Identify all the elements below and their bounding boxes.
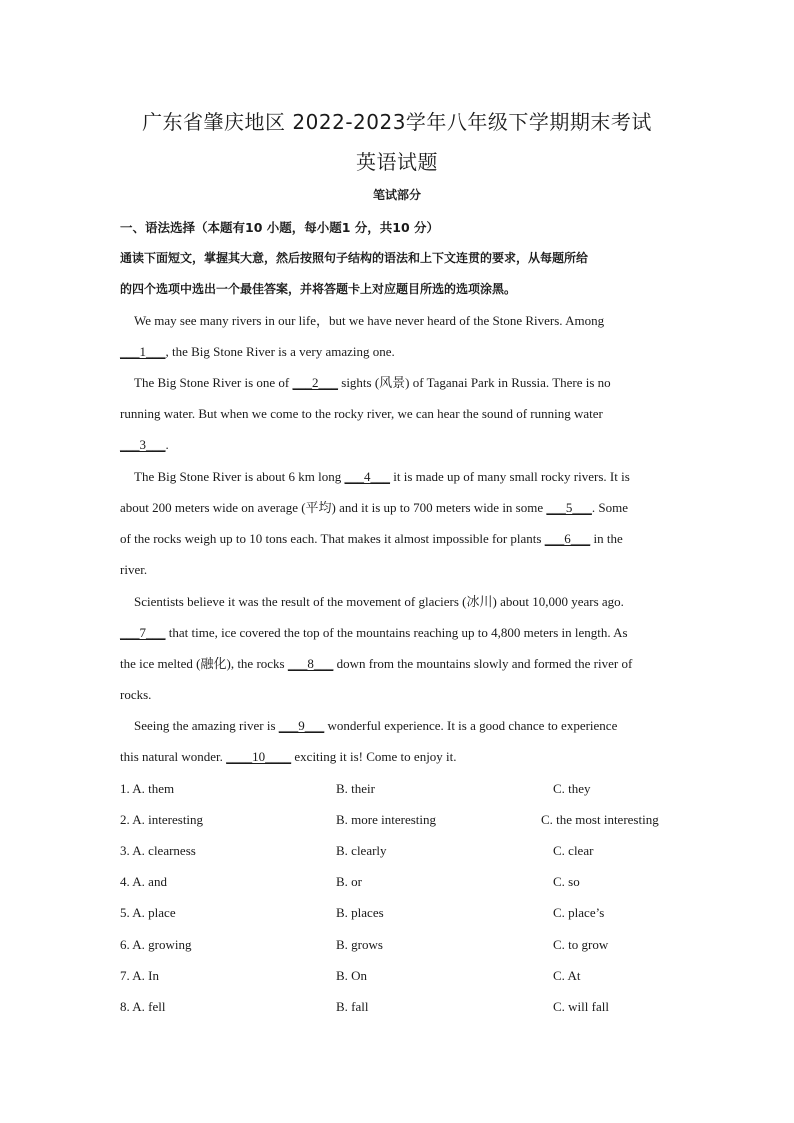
passage-text: exciting it is! Come to enjoy it. [291,749,457,764]
passage-line [120,437,676,453]
passage-text: Seeing the amazing river is [134,718,279,733]
passage-line [120,406,676,422]
option-b: B. clearly [336,843,387,858]
passage-text: the ice melted (融化), the rocks [120,656,288,671]
passage-text: The Big Stone River is one of [134,375,293,390]
option-a: 2. A. interesting [120,812,204,827]
option-b: B. or [336,874,362,889]
passage-text: river. [120,562,148,577]
blank-2: ___2___ [292,375,339,390]
passage-text: We may see many rivers in our life，but we have never heard of the Stone Rivers. Among [134,313,605,328]
passage-text: . [165,437,169,452]
passage-text: Scientists believe it was the result of the movement of glaciers (冰川) about 10,000 years ago. [134,594,624,609]
blank-8: ___8___ [287,656,334,671]
option-c: C. will fall [553,999,609,1014]
passage-text: of the rocks weigh up to 10 tons each. That makes it almost impossible for plants [120,531,545,546]
passage-text: down from the mountains slowly and formed the river of [333,656,633,671]
option-b: B. grows [336,937,383,952]
passage-line [120,687,676,703]
passage-line [134,594,676,610]
blank-4: ___4___ [344,469,391,484]
option-b: B. places [336,905,384,920]
passage-line [120,625,676,641]
option-a: 7. A. In [120,968,159,983]
blank-5: ___5___ [546,500,592,515]
exam-part-label: 笔试部分 [372,188,421,202]
passage-line [120,500,676,516]
option-c: C. they [553,781,591,796]
exam-title: 广东省肇庆地区 2022-2023学年八年级下学期期末考试 [142,110,652,134]
option-b: B. fall [336,999,369,1014]
passage-text: wonderful experience. It is a good chance to experience [324,718,618,733]
option-a: 8. A. fell [120,999,166,1014]
option-a: 6. A. growing [120,937,192,952]
passage-text: The Big Stone River is about 6 km long [134,469,345,484]
section-heading: 一、语法选择（本题有10 小题，每小题1 分，共10 分） [120,220,440,235]
passage-line [134,313,676,329]
passage-text: . Some [591,500,628,515]
passage-line [134,469,676,485]
passage-text: running water. But when we come to the rocky river, we can hear the sound of running water [120,406,603,421]
option-a: 3. A. clearness [120,843,196,858]
blank-3: ___3___ [120,437,166,452]
blank-9: ___9___ [278,718,325,733]
option-c: C. At [553,968,581,983]
option-b: B. their [336,781,375,796]
exam-subject: 英语试题 [356,150,438,174]
instruction-line: 通读下面短文，掌握其大意，然后按照句子结构的语法和上下文连贯的要求，从每题所给 [120,251,589,265]
option-a: 5. A. place [120,905,176,920]
option-c: C. so [553,874,580,889]
passage-text: it is made up of many small rocky rivers. It is [390,469,630,484]
passage-text: that time, ice covered the top of the mountains reaching up to 4,800 meters in length. As [165,625,628,640]
passage-line [120,531,676,547]
passage-line [120,562,676,578]
passage-line [120,749,676,765]
blank-10: ____10____ [226,749,292,764]
passage-text: this natural wonder. [120,749,227,764]
passage-text: about 200 meters wide on average (平均) and it is up to 700 meters wide in some [120,500,547,515]
blank-7: ___7___ [120,625,166,640]
passage-text: in the [590,531,623,546]
passage-text: rocks. [120,687,152,702]
blank-6: ___6___ [544,531,591,546]
passage-line [134,718,676,734]
option-a: 1. A. them [120,781,175,796]
passage-line [120,656,676,672]
passage-text: sights (风景) of Taganai Park in Russia. There is no [338,375,611,390]
passage-line [134,375,676,391]
option-c: C. clear [553,843,594,858]
passage-text: , the Big Stone River is a very amazing one. [165,344,395,359]
option-c: C. the most interesting [541,812,659,827]
option-b: B. more interesting [336,812,437,827]
option-a: 4. A. and [120,874,167,889]
option-b: B. On [336,968,368,983]
passage-line [120,344,676,360]
instruction-line: 的四个选项中选出一个最佳答案，并将答题卡上对应题目所选的选项涂黑。 [120,282,517,296]
option-c: C. to grow [553,937,609,952]
option-c: C. place’s [553,905,605,920]
blank-1: ___1___ [120,344,166,359]
